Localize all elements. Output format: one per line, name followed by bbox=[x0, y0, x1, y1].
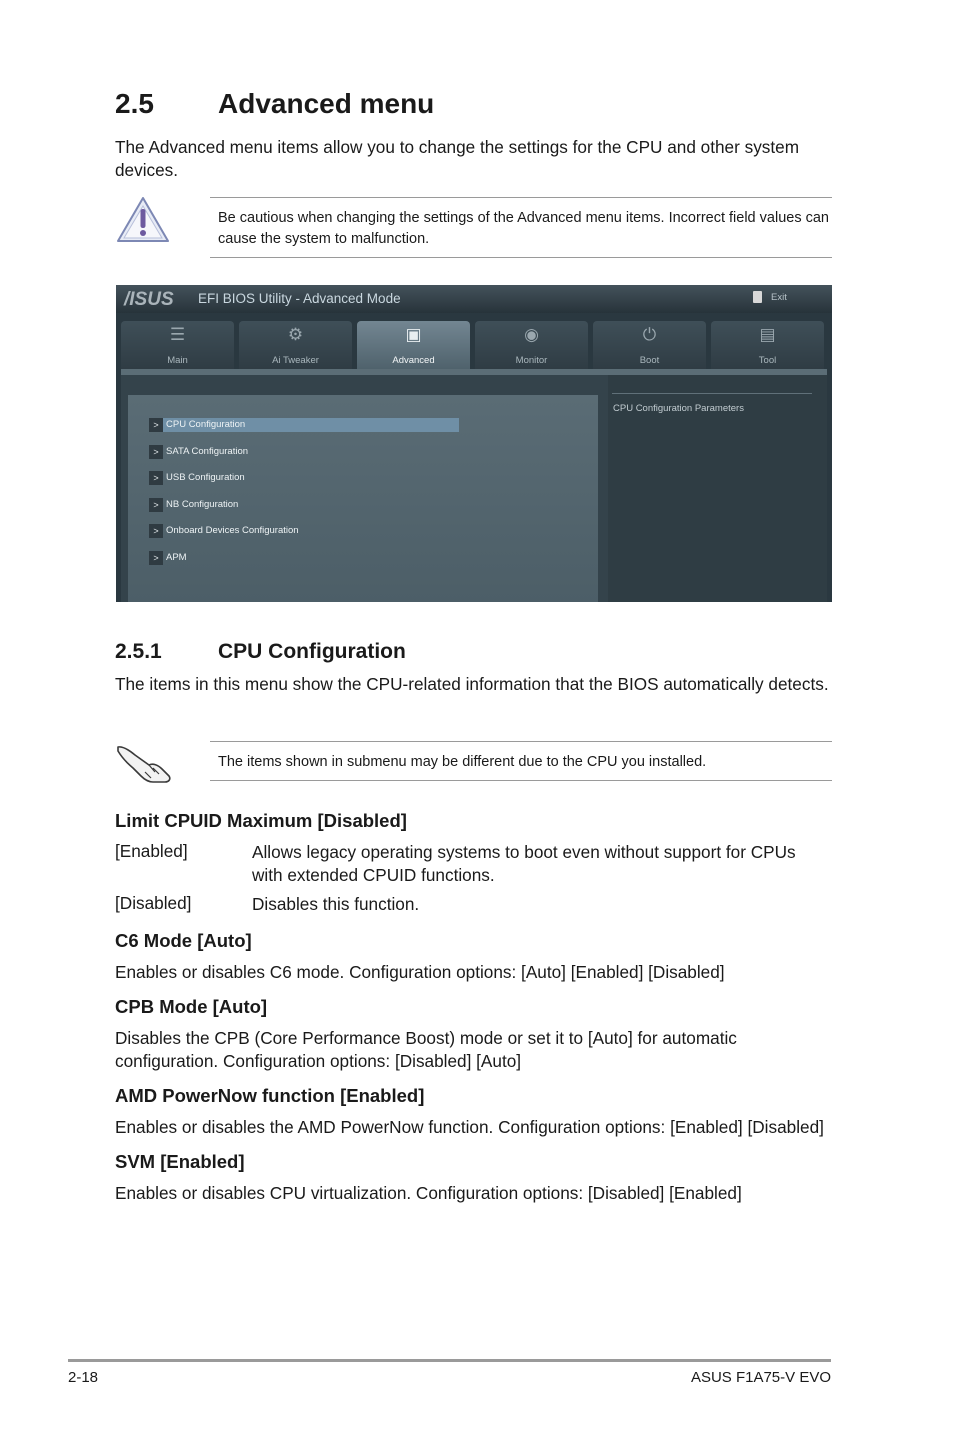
list-icon: ☰ bbox=[169, 325, 186, 344]
section-intro: The Advanced menu items allow you to change the settings for the CPU and other system devices. bbox=[115, 137, 800, 180]
bios-body bbox=[121, 375, 827, 602]
bios-screenshot bbox=[116, 285, 832, 602]
subsection-title: CPU Configuration bbox=[218, 640, 406, 663]
c6-mode-heading: C6 Mode [Auto] bbox=[115, 930, 252, 951]
tab-label: Ai Tweaker bbox=[272, 355, 319, 366]
menu-item-nb-configuration[interactable] bbox=[149, 498, 459, 512]
chevron-right-icon: > bbox=[149, 445, 163, 459]
menu-item-label: NB Configuration bbox=[166, 499, 239, 510]
section-number: 2.5 bbox=[115, 88, 154, 119]
menu-item-label: Onboard Devices Configuration bbox=[166, 525, 299, 536]
menu-item-usb-configuration[interactable] bbox=[149, 471, 459, 485]
advanced-icon: ▣ bbox=[405, 325, 422, 344]
tab-ai-tweaker[interactable] bbox=[239, 321, 352, 369]
c6-mode-desc: Enables or disables C6 mode. Configuration options: [Auto] [Enabled] [Disabled] bbox=[115, 962, 725, 982]
subsection-intro: The items in this menu show the CPU-related information that the BIOS automatically detects. bbox=[115, 674, 829, 694]
tab-monitor[interactable] bbox=[475, 321, 588, 369]
option-disabled-key: [Disabled] bbox=[115, 893, 192, 913]
option-enabled-key: [Enabled] bbox=[115, 841, 188, 861]
bios-title: EFI BIOS Utility - Advanced Mode bbox=[198, 291, 401, 306]
subsection-number: 2.5.1 bbox=[115, 640, 162, 663]
note-top-rule bbox=[210, 741, 832, 742]
svm-desc: Enables or disables CPU virtualization. Configuration options: [Disabled] [Enabled] bbox=[115, 1183, 742, 1203]
footer-rule bbox=[68, 1359, 831, 1362]
caution-top-rule bbox=[210, 197, 832, 198]
svm-heading: SVM [Enabled] bbox=[115, 1151, 245, 1172]
menu-item-label: SATA Configuration bbox=[166, 446, 249, 457]
bios-tab-bar bbox=[121, 321, 827, 369]
warning-icon bbox=[116, 196, 170, 244]
help-panel bbox=[608, 375, 827, 602]
monitor-icon: ◉ bbox=[524, 325, 539, 344]
tab-main[interactable] bbox=[121, 321, 234, 369]
tab-label: Main bbox=[167, 355, 188, 366]
power-icon: ⏻ bbox=[642, 325, 657, 344]
tab-label: Advanced bbox=[392, 355, 435, 366]
tool-icon: ▤ bbox=[759, 325, 776, 344]
section-title: Advanced menu bbox=[218, 88, 435, 119]
note-bottom-rule bbox=[210, 780, 832, 781]
menu-item-cpu-configuration[interactable] bbox=[149, 418, 459, 432]
option-enabled-desc: Allows legacy operating systems to boot even without support for CPUs with extended CPUID functions. bbox=[252, 842, 796, 885]
tab-boot[interactable] bbox=[593, 321, 706, 369]
menu-panel bbox=[128, 395, 598, 602]
cpb-mode-desc: Disables the CPB (Core Performance Boost) mode or set it to [Auto] for automatic configuration. Configuration options: [Disabled] [Auto] bbox=[115, 1028, 737, 1071]
exit-icon[interactable] bbox=[753, 291, 762, 303]
chevron-right-icon: > bbox=[149, 524, 163, 538]
chevron-right-icon: > bbox=[149, 551, 163, 565]
powernow-heading: AMD PowerNow function [Enabled] bbox=[115, 1085, 425, 1106]
chevron-right-icon: > bbox=[149, 498, 163, 512]
tab-label: Tool bbox=[758, 355, 777, 366]
help-text: CPU Configuration Parameters bbox=[613, 403, 744, 414]
tab-label: Boot bbox=[639, 355, 660, 366]
caution-bottom-rule bbox=[210, 257, 832, 258]
cpb-mode-heading: CPB Mode [Auto] bbox=[115, 996, 268, 1017]
option-disabled-desc: Disables this function. bbox=[252, 894, 420, 914]
menu-item-label: CPU Configuration bbox=[166, 419, 246, 430]
menu-item-label: APM bbox=[166, 552, 187, 563]
tab-advanced[interactable] bbox=[357, 321, 470, 369]
page-number: 2-18 bbox=[68, 1369, 99, 1386]
chevron-right-icon: > bbox=[149, 471, 163, 485]
exit-button[interactable]: Exit bbox=[771, 292, 787, 303]
chevron-right-icon: > bbox=[149, 418, 163, 432]
section-heading bbox=[115, 88, 434, 120]
caution-note: Be cautious when changing the settings of the Advanced menu items. Incorrect field values can cause the system to malfunction. bbox=[218, 210, 829, 247]
tab-label: Monitor bbox=[515, 355, 548, 366]
tweaker-icon: ⚙ bbox=[287, 325, 304, 344]
menu-item-apm[interactable] bbox=[149, 551, 459, 565]
product-name: ASUS F1A75-V EVO bbox=[690, 1369, 831, 1386]
pointing-hand-icon bbox=[115, 741, 173, 785]
submenu-note: The items shown in submenu may be different due to the CPU you installed. bbox=[218, 754, 707, 770]
tab-tool[interactable] bbox=[711, 321, 824, 369]
menu-item-onboard-devices[interactable] bbox=[149, 524, 459, 538]
menu-item-label: USB Configuration bbox=[166, 472, 245, 483]
bios-title-bar bbox=[116, 285, 832, 313]
help-divider bbox=[612, 393, 812, 394]
menu-item-sata-configuration[interactable] bbox=[149, 445, 459, 459]
asus-logo: /ISUS bbox=[124, 289, 174, 310]
limit-cpuid-heading: Limit CPUID Maximum [Disabled] bbox=[115, 810, 407, 831]
powernow-desc: Enables or disables the AMD PowerNow function. Configuration options: [Enabled] [Disabled] bbox=[115, 1117, 824, 1137]
subsection-heading bbox=[115, 640, 406, 664]
